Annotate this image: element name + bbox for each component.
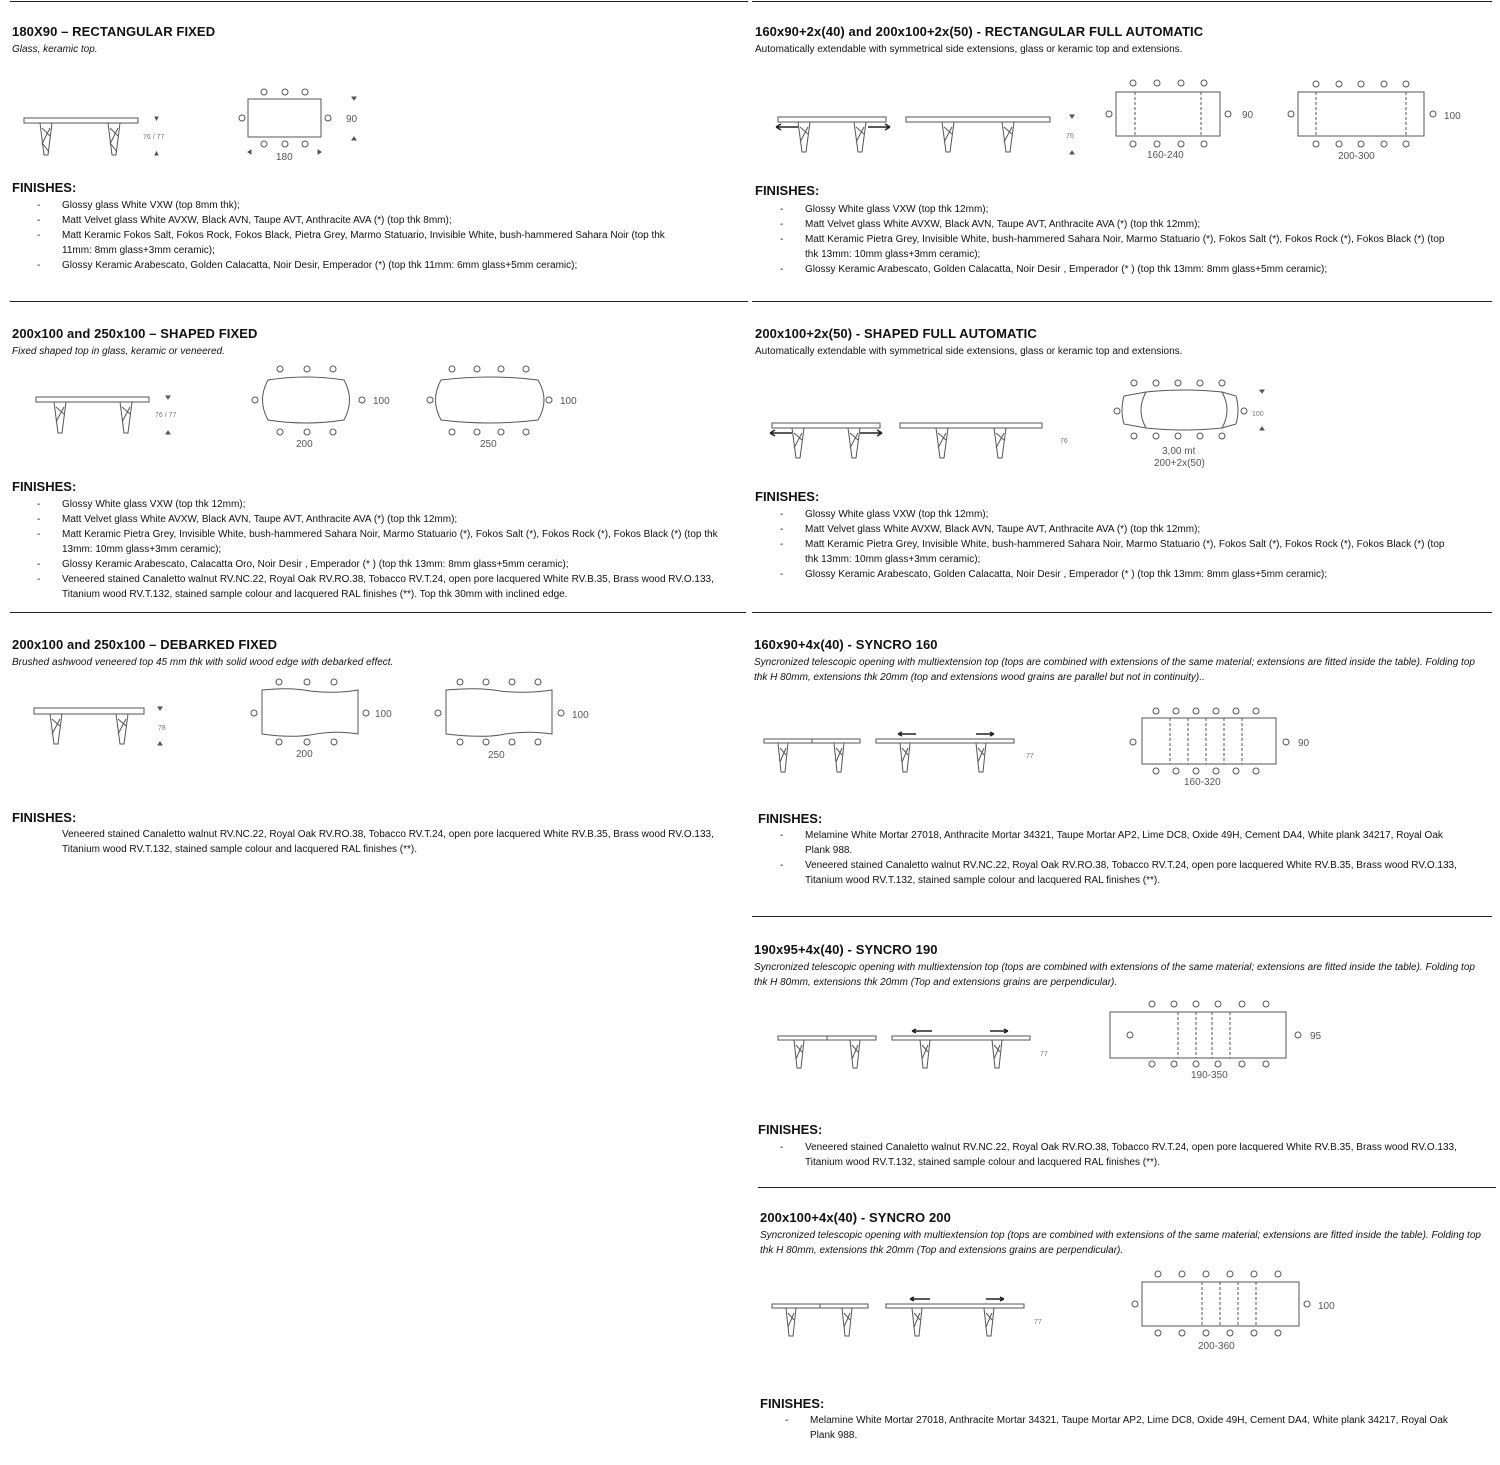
finish-item: - Matt Velvet glass White AVXW, Black AVN, Taupe AVT, Anthracite AVA (*) (top thk 12mm);	[755, 522, 1455, 537]
divider-right-2	[752, 612, 1492, 613]
finish-item: - Matt Keramic Pietra Grey, Invisible White, bush-hammered Sahara Noir, Marmo Statuario (*), Fokos Salt (*), Fokos Rock (*), Fokos Black (*) (top thk 13mm: 10mm glass+3mm ceramic);	[755, 537, 1455, 567]
finish-item: - Glossy Keramic Arabescato, Golden Calacatta, Noir Desir , Emperador (* ) (top thk 13mm: 8mm glass+5mm ceramic);	[755, 262, 1455, 277]
finishes-list	[755, 828, 1467, 888]
section-rectangular-fixed	[12, 24, 732, 57]
drawing-shaped-fixed	[0, 360, 600, 455]
section-title: 180X90 – RECTANGULAR FIXED	[12, 24, 216, 39]
section-title: 200x100 and 250x100 – DEBARKED FIXED	[12, 637, 278, 652]
section-debarked-fixed	[12, 637, 732, 670]
section-subtitle: Glass, keramic top.	[12, 44, 98, 55]
drawing-shaped-full-automatic	[750, 372, 1310, 472]
finish-item: - Glossy Keramic Arabescato, Calacatta Oro, Noir Desir , Emperador (* ) (top thk 13mm: 8mm glass+5mm ceramic);	[12, 557, 742, 572]
finishes-list	[755, 507, 1455, 582]
divider-right-3	[752, 916, 1492, 917]
finishes-label: FINISHES:	[12, 479, 77, 494]
finish-item: - Melamine White Mortar 27018, Anthracite Mortar 34321, Taupe Mortar AP2, Lime DC8, Oxide 49H, Cement DA4, White plank 34217, Royal Oak Plank 988.	[760, 1413, 1472, 1443]
section-subtitle: Automatically extendable with symmetrical side extensions, glass or keramic top and extensions.	[755, 44, 1183, 55]
finishes-list	[755, 202, 1455, 277]
section-title: 160x90+4x(40) - SYNCRO 160	[754, 637, 938, 652]
finish-item: - Glossy Keramic Arabescato, Golden Calacatta, Noir Desir, Emperador (*) (top thk 11mm: 6mm glass+5mm ceramic);	[12, 258, 672, 273]
height-label: 77	[1026, 753, 1034, 760]
finish-item: - Matt Velvet glass White AVXW, Black AVN, Taupe AVT, Anthracite AVA (*) (top thk 12mm);	[755, 217, 1455, 232]
finishes-label: FINISHES:	[12, 180, 77, 195]
section-title: 200x100 and 250x100 – SHAPED FIXED	[12, 326, 258, 341]
width-label-1: 200	[296, 439, 313, 450]
divider-top-left	[10, 1, 748, 2]
drawing-syncro-160	[750, 700, 1330, 795]
finish-item: - Veneered stained Canaletto walnut RV.NC.22, Royal Oak RV.RO.38, Tobacco RV.T.24, open pore lacquered White RV.B.35, Brass wood RV.O.133, Titanium wood RV.T.132, stained sample colour and lacquered RAL finishes (**). Top thk 30mm with inclined edge.	[12, 572, 742, 602]
finish-item: Veneered stained Canaletto walnut RV.NC.22, Royal Oak RV.RO.38, Tobacco RV.T.24, open pore lacquered White RV.B.35, Brass wood RV.O.133, Titanium wood RV.T.132, stained sample colour and lacquered RAL finishes (**).	[62, 829, 714, 855]
section-title: 190x95+4x(40) - SYNCRO 190	[754, 942, 938, 957]
finish-item: - Glossy White glass VXW (top thk 12mm);	[755, 507, 1455, 522]
section-shaped-full-automatic	[755, 326, 1485, 359]
finishes-list	[12, 497, 742, 602]
depth-label: 90	[1298, 738, 1310, 749]
width-label: 160-320	[1184, 777, 1221, 788]
finishes-label: FINISHES:	[758, 811, 823, 826]
divider-top-right	[752, 1, 1492, 2]
width-label: 180	[276, 152, 293, 163]
width-label-1: 200	[296, 749, 313, 760]
height-label: 76	[1060, 438, 1068, 445]
table-top	[24, 118, 138, 123]
finish-item: - Matt Velvet glass White AVXW, Black AVN, Taupe AVT, Anthracite AVA (*) (top thk 12mm);	[12, 512, 742, 527]
depth-label-1: 100	[375, 709, 392, 720]
depth-label-2: 100	[560, 396, 577, 407]
section-subtitle: Syncronized telescopic opening with multiextension top (tops are combined with extensions of the same material; extensions are fitted inside the table). Folding top thk H 80mm, extensions thk 20mm (Top and extensions grains are perpendicular).	[760, 1230, 1481, 1256]
finish-item: - Glossy White glass VXW (top thk 12mm);	[755, 202, 1455, 217]
divider-left-2	[10, 612, 746, 613]
section-subtitle: Fixed shaped top in glass, keramic or veneered.	[12, 346, 225, 357]
finishes-list	[12, 827, 742, 857]
finishes-label: FINISHES:	[12, 810, 77, 825]
finish-item: - Veneered stained Canaletto walnut RV.NC.22, Royal Oak RV.RO.38, Tobacco RV.T.24, open pore lacquered White RV.B.35, Brass wood RV.O.133, Titanium wood RV.T.132, stained sample colour and lacquered RAL finishes (**).	[755, 1140, 1467, 1170]
finish-item: - Matt Keramic Pietra Grey, Invisible White, bush-hammered Sahara Noir, Marmo Statuario (*), Fokos Salt (*), Fokos Rock (*), Fokos Black (*) (top thk 13mm: 10mm glass+3mm ceramic);	[755, 232, 1455, 262]
depth-label-1: 100	[373, 396, 390, 407]
finishes-label: FINISHES:	[760, 1396, 825, 1411]
section-title: 200x100+2x(50) - SHAPED FULL AUTOMATIC	[755, 326, 1037, 341]
section-subtitle: Brushed ashwood veneered top 45 mm thk with solid wood edge with debarked effect.	[12, 657, 394, 668]
drawing-syncro-190	[750, 994, 1330, 1084]
table-leg	[40, 123, 52, 155]
section-shaped-fixed	[12, 326, 732, 359]
section-syncro-200	[760, 1210, 1490, 1258]
width-label: 200-360	[1198, 1341, 1235, 1352]
depth-label: 100	[1252, 411, 1264, 418]
section-syncro-190	[754, 942, 1489, 990]
divider-left-1	[10, 301, 748, 302]
height-label: 77	[1034, 1319, 1042, 1326]
depth-label: 95	[1310, 1031, 1322, 1042]
height-label: 76	[1066, 133, 1074, 140]
finish-item: - Glossy Keramic Arabescato, Golden Calacatta, Noir Desir , Emperador (* ) (top thk 13mm: 8mm glass+5mm ceramic);	[755, 567, 1455, 582]
depth-label: 90	[346, 114, 358, 125]
finishes-label: FINISHES:	[755, 183, 820, 198]
finishes-list	[12, 198, 672, 273]
finish-item: - Matt Keramic Fokos Salt, Fokos Rock, Fokos Black, Pietra Grey, Marmo Statuario, Invisible White, bush-hammered Sahara Noir (top thk 11mm: 8mm glass+3mm ceramic);	[12, 228, 672, 258]
height-label: 77	[1040, 1051, 1048, 1058]
height-label: 78	[158, 725, 166, 732]
depth-label-2: 100	[1444, 111, 1461, 122]
section-syncro-160	[754, 637, 1489, 685]
finish-item: - Matt Keramic Pietra Grey, Invisible White, bush-hammered Sahara Noir, Marmo Statuario (*), Fokos Salt (*), Fokos Rock (*), Fokos Black (*) (top thk 13mm: 10mm glass+3mm ceramic);	[12, 527, 742, 557]
finish-item: - Matt Velvet glass White AVXW, Black AVN, Taupe AVT, Anthracite AVA (*) (top thk 8mm);	[12, 213, 672, 228]
finish-item: - Glossy glass White VXW (top 8mm thk);	[12, 198, 672, 213]
section-subtitle: Automatically extendable with symmetrical side extensions, glass or keramic top and extensions.	[755, 346, 1183, 357]
width-label-2: 200-300	[1338, 151, 1375, 162]
finishes-label: FINISHES:	[758, 1122, 823, 1137]
width-label: 200+2x(50)	[1154, 458, 1205, 469]
finish-item: - Melamine White Mortar 27018, Anthracite Mortar 34321, Taupe Mortar AP2, Lime DC8, Oxide 49H, Cement DA4, White plank 34217, Royal Oak Plank 988.	[755, 828, 1467, 858]
finishes-list	[755, 1140, 1467, 1170]
width-label: 190-350	[1191, 1070, 1228, 1081]
section-subtitle: Syncronized telescopic opening with multiextension top (tops are combined with extensions of the same material; extensions are fitted inside the table). Folding top thk H 80mm, extensions thk 20mm (top and extensions wood grains are parallel but not in continuity)..	[754, 657, 1475, 683]
width-label-1: 160-240	[1147, 150, 1184, 161]
divider-right-1	[752, 301, 1492, 302]
drawing-rectangular-full-automatic	[750, 72, 1490, 167]
section-title: 200x100+4x(40) - SYNCRO 200	[760, 1210, 951, 1225]
finish-item: - Veneered stained Canaletto walnut RV.NC.22, Royal Oak RV.RO.38, Tobacco RV.T.24, open pore lacquered White RV.B.35, Brass wood RV.O.133, Titanium wood RV.T.132, stained sample colour and lacquered RAL finishes (**).	[755, 858, 1467, 888]
finish-item: - Glossy White glass VXW (top thk 12mm);	[12, 497, 742, 512]
section-title: 160x90+2x(40) and 200x100+2x(50) - RECTANGULAR FULL AUTOMATIC	[755, 24, 1204, 39]
section-rectangular-full-automatic	[755, 24, 1485, 57]
finishes-list	[760, 1413, 1472, 1443]
length-label: 3,00 mt	[1162, 446, 1196, 457]
drawing-syncro-200	[750, 1264, 1335, 1354]
divider-right-4	[758, 1187, 1496, 1188]
height-label: 76 / 77	[143, 134, 165, 141]
drawing-rectangular-fixed	[0, 80, 400, 170]
depth-label-1: 90	[1242, 110, 1254, 121]
drawing-debarked-fixed	[0, 670, 600, 765]
depth-label-2: 100	[572, 710, 589, 721]
plan-view	[248, 99, 321, 137]
width-label-2: 250	[480, 439, 497, 450]
section-subtitle: Syncronized telescopic opening with multiextension top (tops are combined with extensions of the same material; extensions are fitted inside the table). Folding top thk H 80mm, extensions thk 20mm (Top and extensions grains are perpendicular).	[754, 962, 1475, 988]
depth-label: 100	[1318, 1301, 1335, 1312]
width-label-2: 250	[488, 750, 505, 761]
finishes-label: FINISHES:	[755, 489, 820, 504]
table-leg	[108, 123, 120, 155]
height-label: 76 / 77	[155, 412, 177, 419]
